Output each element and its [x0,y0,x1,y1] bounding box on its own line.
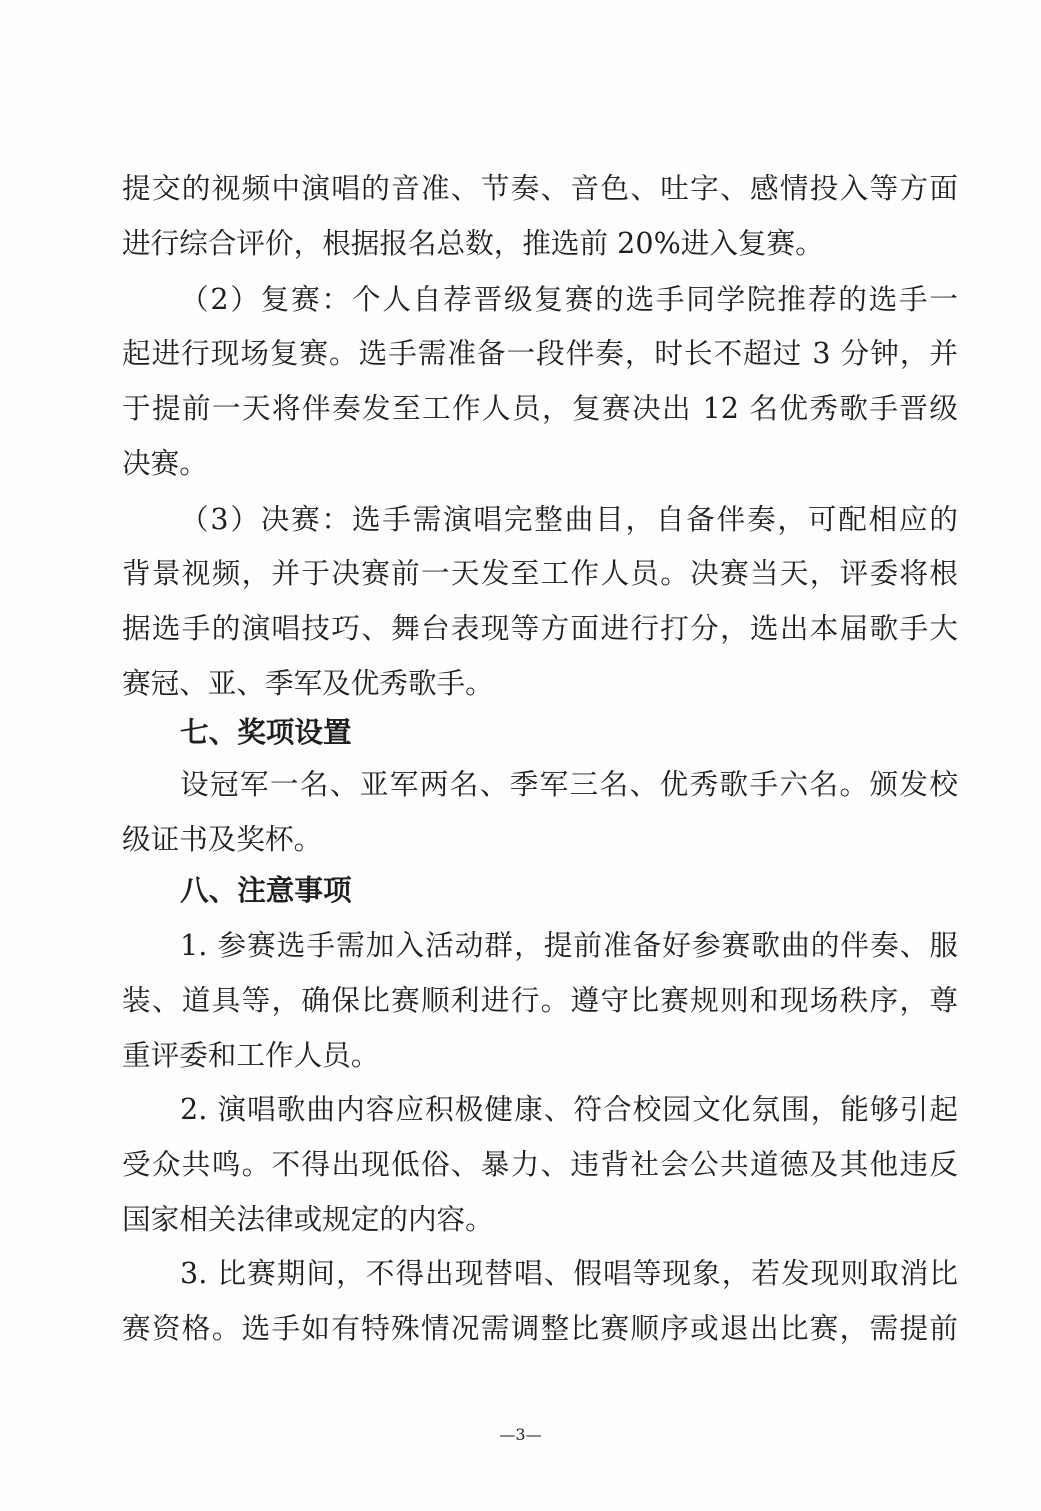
text-line: 重评委和工作人员。 [122,1038,380,1072]
text-line: 进行综合评价，根据报名总数，推选前 20%进入复赛。 [122,226,824,260]
text-line: 1. 参赛选手需加入活动群，提前准备好参赛歌曲的伴奏、服 [180,928,958,962]
text-line: 背景视频，并于决赛前一天发至工作人员。决赛当天，评委将根 [122,556,958,590]
section-heading: 八、注意事项 [180,873,352,907]
page-number: —3— [499,1425,542,1444]
text-line: 提交的视频中演唱的音准、节奏、音色、吐字、感情投入等方面 [122,171,958,205]
text-line: 级证书及奖杯。 [122,822,323,856]
text-line: 赛冠、亚、季军及优秀歌手。 [122,666,494,700]
text-line: 装、道具等，确保比赛顺利进行。遵守比赛规则和现场秩序，尊 [122,983,958,1017]
text-line: 起进行现场复赛。选手需准备一段伴奏，时长不超过 3 分钟，并 [122,336,958,370]
section-heading: 七、奖项设置 [180,715,352,749]
text-line: 受众共鸣。不得出现低俗、暴力、违背社会公共道德及其他违反 [122,1147,958,1181]
text-line: （2）复赛：个人自荐晋级复赛的选手同学院推荐的选手一 [180,282,958,316]
text-line: 决赛。 [122,446,208,480]
text-line: 3. 比赛期间，不得出现替唱、假唱等现象，若发现则取消比 [180,1256,958,1290]
text-line: 据选手的演唱技巧、舞台表现等方面进行打分，选出本届歌手大 [122,611,958,645]
text-line: 设冠军一名、亚军两名、季军三名、优秀歌手六名。颁发校 [180,767,958,801]
text-line: 赛资格。选手如有特殊情况需调整比赛顺序或退出比赛，需提前 [122,1311,958,1345]
text-line: （3）决赛：选手需演唱完整曲目，自备伴奏，可配相应的 [180,502,958,536]
text-line: 于提前一天将伴奏发至工作人员，复赛决出 12 名优秀歌手晋级 [122,391,958,425]
text-line: 2. 演唱歌曲内容应积极健康、符合校园文化氛围，能够引起 [180,1092,958,1126]
text-line: 国家相关法律或规定的内容。 [122,1202,494,1236]
